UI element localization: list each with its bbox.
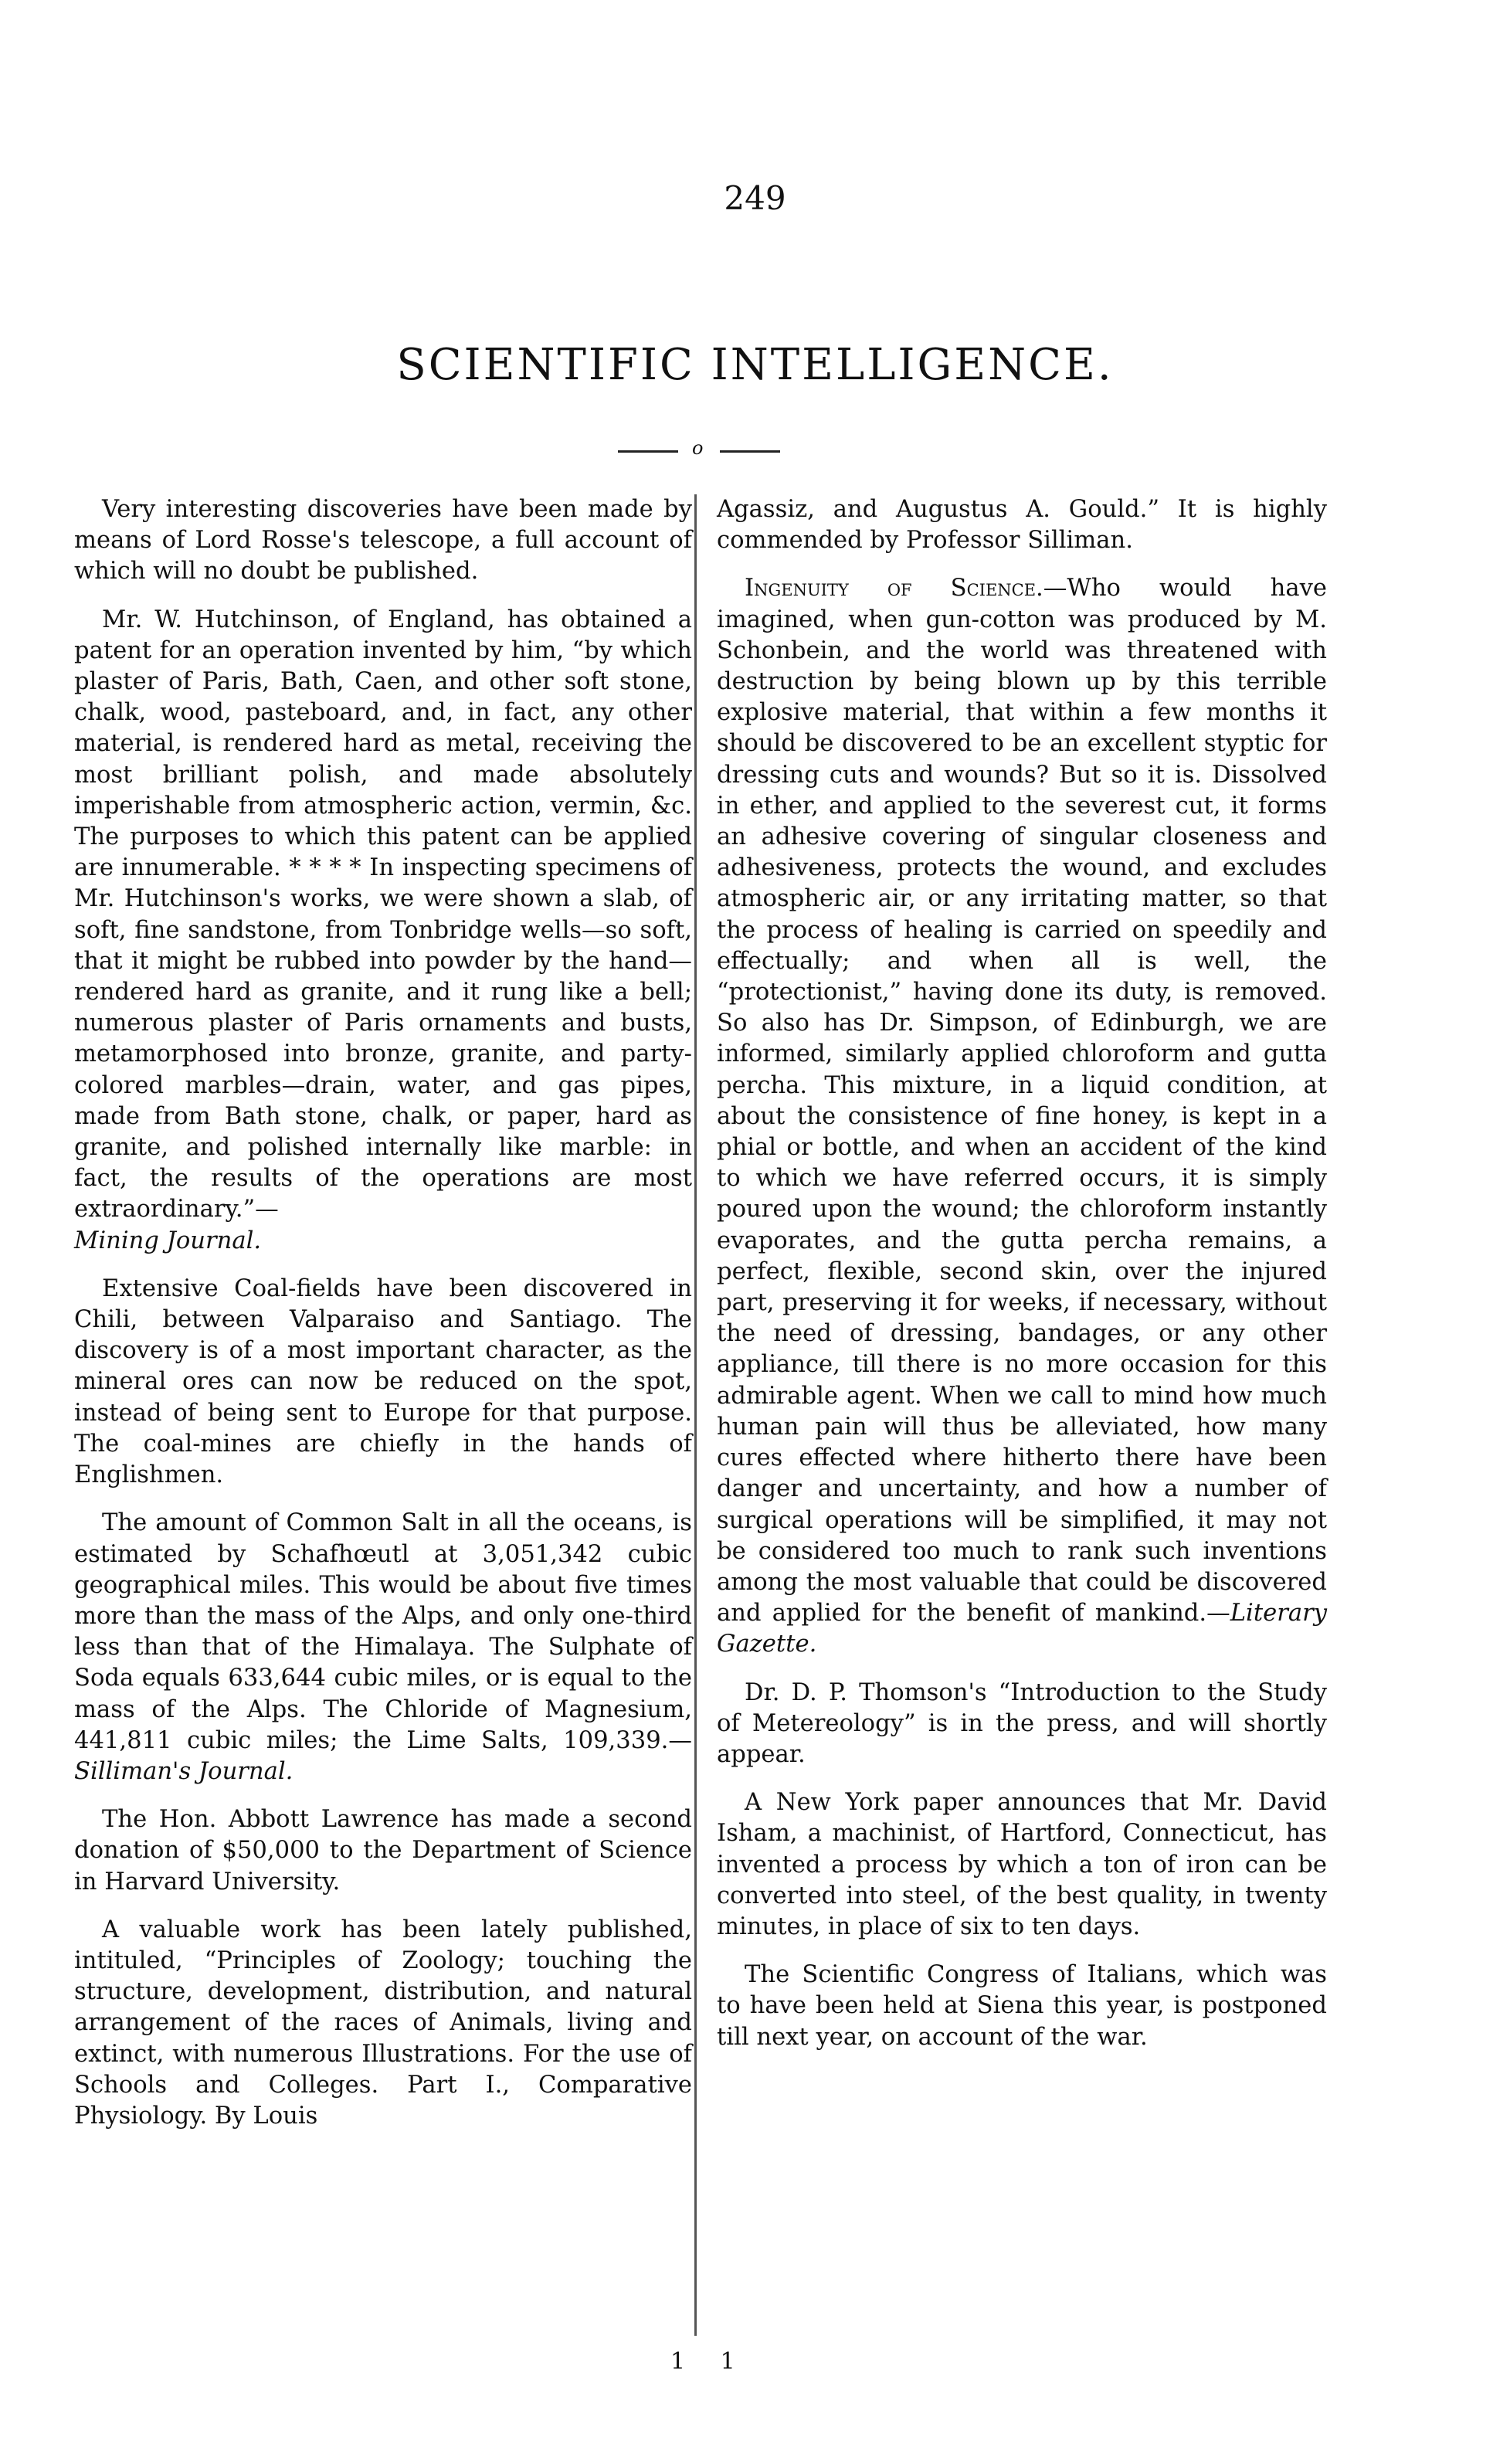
rule-line-right <box>720 450 780 453</box>
article-ingenuity-text: —Who would have imagined, when gun-cotton was produced by M. Schonbein, and the world was threatened with destruction by being blown up by this terrible explosive material, that within a few months it should be discovered to be an excellent styptic for dressing cuts and wounds? But so it is. Dissolved in ether, and applied to the severest cut, it forms an adhesive covering of singular closeness and adhesiveness, protects the wound, and excludes atmospheric air, or any irritating matter, so that the process of healing is carried on speedily and effectually; and when all is well, the “protectionist,” having done its duty, is removed. So also has Dr. Simpson, of Edinburgh, we are informed, similarly applied chloroform and gutta percha. This mixture, in a liquid condition, at about the consistence of fine honey, is kept in a phial or bottle, and when an accident of the kind to which we have referred occurs, it is simply poured upon the wound; the chloroform instantly evaporates, and the gutta percha remains, a perfect, flexible, second skin, over the injured part, preserving it for weeks, if necessary, without the need of dressing, bandages, or any other appliance, till there is no more occasion for this admirable agent. When we call to mind how much human pain will thus be alleviated, how many cures effected where hitherto there have been danger and uncertainty, and how a number of surgical operations will be simplified, it may not be considered too much to rank such inventions among the most valuable that could be discovered and applied for the benefit of mankind.— <box>717 575 1327 1627</box>
article-lawrence-donation: The Hon. Abbott Lawrence has made a second donation of $50,000 to the Department of Science in Harvard University. <box>74 1806 692 1896</box>
source-silliman-journal: Silliman's Journal. <box>74 1757 294 1785</box>
rule-line-left <box>618 450 678 453</box>
source-literary-gazette: Literary Gazette. <box>717 1600 1327 1658</box>
column-rule <box>694 494 697 2336</box>
left-column <box>74 494 692 2149</box>
heading-ingenuity-of-science: Ingenuity of Science. <box>745 575 1043 602</box>
article-thomson-meteorology: Dr. D. P. Thomson's “Introduction to the Study of Metereology” is in the press, and will shortly appear. <box>717 1678 1327 1768</box>
page-number: 249 <box>724 179 786 217</box>
article-common-salt <box>74 1508 692 1787</box>
signature-mark: 1 1 <box>670 2348 749 2375</box>
article-common-salt-text: The amount of Common Salt in all the oceans, is estimated by Schafhœutl at 3,051,342 cubic geographical miles. This would be about five times more than the mass of the Alps, and only one-third less than that of the Himalaya. The Sulphate of Soda equals 633,644 cubic miles, or is equal to the mass of the Alps. The Chloride of Magnesium, 441,811 cubic miles; the Lime Salts, 109,339.— <box>74 1509 692 1754</box>
source-mining-journal: Mining Journal. <box>74 1227 262 1254</box>
article-scientific-congress: The Scientific Congress of Italians, which was to have been held at Siena this year, is postponed till next year, on account of the war. <box>717 1961 1327 2051</box>
article-ingenuity-of-science <box>717 573 1327 1660</box>
rule-mark: o <box>692 437 704 459</box>
article-zoology-book-continued: Agassiz, and Augustus A. Gould.” It is highly commended by Professor Silliman. <box>717 496 1327 555</box>
article-coal-fields: Extensive Coal-fields have been discovered in Chili, between Valparaiso and Santiago. The discovery is of a most important character, as the mineral ores can now be reduced on the spot, instead of being sent to Europe for that purpose. The coal-mines are chiefly in the hands of Englishmen. <box>74 1274 692 1489</box>
title-rule <box>618 437 780 459</box>
article-iron-to-steel: A New York paper announces that Mr. David Isham, a machinist, of Hartford, Connecticut, has invented a process by which a ton of iron can be converted into steel, of the best quality, in twenty minutes, in place of six to ten days. <box>717 1789 1327 1940</box>
right-column <box>717 494 1327 2070</box>
page-title: SCIENTIFIC INTELLIGENCE. <box>396 340 1114 390</box>
article-zoology-book: A valuable work has been lately published, intituled, “Principles of Zoology; touching the structure, development, distribution, and natural arrangement of the races of Animals, living and extinct, with numerous Illustrations. For the use of Schools and Colleges. Part I., Comparative Physiology. By Louis <box>74 1916 692 2130</box>
article-telescope: Very interesting discoveries have been made by means of Lord Rosse's telescope, a full account of which will no doubt be published. <box>74 496 692 585</box>
article-hutchinson-text: Mr. W. Hutchinson, of England, has obtained a patent for an operation invented by him, “by which plaster of Paris, Bath, Caen, and other soft stone, chalk, wood, pasteboard, and, in fact, any other material, is rendered hard as metal, receiving the most brilliant polish, and made absolutely imperishable from atmospheric action, vermin, &c. The purposes to which this patent can be applied are innumerable. * * * * In inspecting specimens of Mr. Hutchinson's works, we were shown a slab, of soft, fine sandstone, from Tonbridge wells—so soft, that it might be rubbed into powder by the hand—rendered hard as granite, and it rung like a bell; numerous plaster of Paris ornaments and busts, metamorphosed into bronze, granite, and party-colored marbles—drain, water, and gas pipes, made from Bath stone, chalk, or paper, hard as granite, and polished internally like marble: in fact, the results of the operations are most extraordinary.”— <box>74 606 692 1224</box>
article-hutchinson <box>74 605 692 1257</box>
